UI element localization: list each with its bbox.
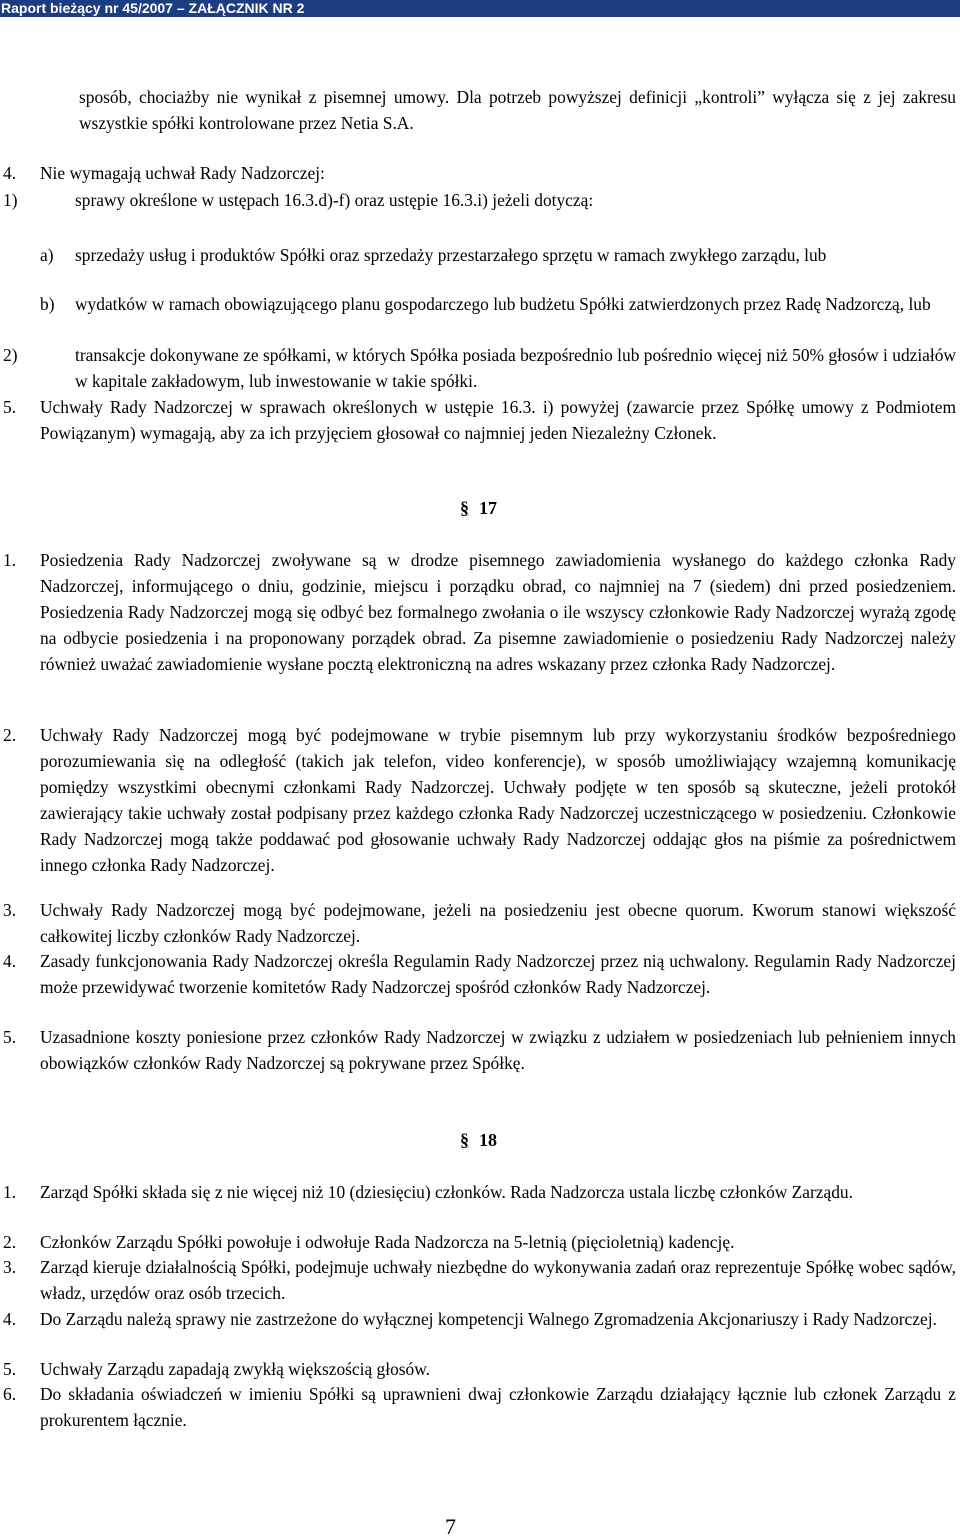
s17-item-text: Zasady funkcjonowania Rady Nadzorczej określa Regulamin Rady Nadzorczej przez nią uchwalony. Regulamin Rady Nadzorczej może przewidywać tworzenie komitetów Rady Nadzorczej spośród członków Rady Nadzorczej. [40, 951, 956, 997]
s17-item-number: 5. [3, 1027, 17, 1047]
item-4-a-text: sprzedaży usług i produktów Spółki oraz sprzedaży przestarzałego sprzętu w ramach zwykłego zarządu, lub [75, 245, 827, 265]
item-4-text: Nie wymagają uchwał Rady Nadzorczej: [40, 163, 325, 183]
item-4-b-number: b) [40, 294, 55, 314]
s17-item-text: Uzasadnione koszty poniesione przez członków Rady Nadzorczej w związku z udziałem w posiedzeniach lub pełnieniem innych obowiązków członków Rady Nadzorczej są pokrywane przez Spółkę. [40, 1027, 956, 1073]
section-18-number: 18 [479, 1130, 497, 1150]
s17-item-text: Uchwały Rady Nadzorczej mogą być podejmowane, jeżeli na posiedzeniu jest obecne quorum. Kworum stanowi większość całkowitej liczby członków Rady Nadzorczej. [40, 900, 956, 946]
s17-item-number: 3. [3, 900, 17, 920]
page-number: 7 [445, 1514, 456, 1539]
item-4-sub2-number: 2) [3, 345, 18, 365]
s17-item-text: Uchwały Rady Nadzorczej mogą być podejmowane w trybie pisemnym lub przy wykorzystaniu środków bezpośredniego porozumiewania się na odległość (takich jak telefon, video konferencje), w sposób umożliwiający wzajemną komunikację pomiędzy wszystkimi obecnymi członkami Rady Nadzorczej. Uchwały podjęte w ten sposób są skuteczne, jeżeli protokół zawierający takie uchwały został podpisany przez każdego członka Rady Nadzorczej uczestniczącego w posiedzeniu. Członkowie Rady Nadzorczej mogą także poddawać pod głosowanie uchwały Rady Nadzorczej oddając głos na piśmie za pośrednictwem innego członka Rady Nadzorczej. [40, 725, 956, 875]
s18-item-text: Członków Zarządu Spółki powołuje i odwołuje Rada Nadzorcza na 5-letnią (pięcioletnią) kadencję. [40, 1232, 735, 1252]
section-17-number: 17 [479, 498, 497, 518]
s18-item-text: Do Zarządu należą sprawy nie zastrzeżone do wyłącznej kompetencji Walnego Zgromadzenia Akcjonariuszy i Rady Nadzorczej. [40, 1309, 937, 1329]
s18-item-number: 3. [3, 1257, 17, 1277]
s18-item-number: 2. [3, 1232, 17, 1252]
item-4-a-number: a) [40, 245, 54, 265]
s18-item-number: 5. [3, 1359, 17, 1379]
report-header-title: Raport bieżący nr 45/2007 – ZAŁĄCZNIK NR 2 [1, 0, 305, 16]
s18-item-number: 1. [3, 1182, 17, 1202]
s18-item-text: Zarząd Spółki składa się z nie więcej niż 10 (dziesięciu) członków. Rada Nadzorcza ustala liczbę członków Zarządu. [40, 1182, 853, 1202]
s17-item-number: 4. [3, 951, 17, 971]
item-4-sub2-text: transakcje dokonywane ze spółkami, w których Spółka posiada bezpośrednio lub pośrednio więcej niż 50% głosów i udziałów w kapitale zakładowym, lub inwestowanie w takie spółki. [75, 345, 956, 391]
section-17-heading [460, 495, 497, 521]
report-header-bar [0, 0, 960, 17]
s17-item-text: Posiedzenia Rady Nadzorczej zwoływane są w drodze pisemnego zawiadomienia wysłanego do każdego członka Rady Nadzorczej, informującego o dniu, godzinie, miejscu i porządku obrad, co najmniej na 7 (siedem) dni przed posiedzeniem. Posiedzenia Rady Nadzorczej mogą się odbyć bez formalnego zwołania o ile wszyscy członkowie Rady Nadzorczej wyrażą zgodę na odbycie posiedzenia i na proponowany porządek obrad. Za pisemne zawiadomienie o posiedzeniu Rady Nadzorczej należy również uważać zawiadomienie wysłane pocztą elektroniczną na adres wskazany przez członka Rady Nadzorczej. [40, 550, 956, 674]
s17-item-number: 2. [3, 725, 17, 745]
item-5-text: Uchwały Rady Nadzorczej w sprawach określonych w ustępie 16.3. i) powyżej (zawarcie przez Spółkę umowy z Podmiotem Powiązanym) wymagają, aby za ich przyjęciem głosował co najmniej jeden Niezależny Członek. [40, 397, 956, 443]
s18-item-text: Zarząd kieruje działalnością Spółki, podejmuje uchwały niezbędne do wykonywania zadań oraz reprezentuje Spółkę wobec sądów, władz, urzędów oraz osób trzecich. [40, 1257, 956, 1303]
s18-item-text: Do składania oświadczeń w imieniu Spółki są uprawnieni dwaj członkowie Zarządu działający łącznie lub członek Zarządu z prokurentem łącznie. [40, 1384, 956, 1430]
section-18-heading [460, 1127, 497, 1153]
item-4-b-text: wydatków w ramach obowiązującego planu gospodarczego lub budżetu Spółki zatwierdzonych przez Radę Nadzorczą, lub [75, 294, 931, 314]
item-4-sub1-number: 1) [3, 190, 18, 210]
item-5-number: 5. [3, 397, 17, 417]
item-4-sub1-text: sprawy określone w ustępach 16.3.d)-f) oraz ustępie 16.3.i) jeżeli dotyczą: [75, 190, 594, 210]
s18-item-text: Uchwały Zarządu zapadają zwykłą większością głosów. [40, 1359, 430, 1379]
section-symbol: § [460, 1130, 469, 1150]
section-symbol: § [460, 498, 469, 518]
item-4-number: 4. [3, 163, 17, 183]
s18-item-number: 6. [3, 1384, 17, 1404]
intro-paragraph: sposób, chociażby nie wynikał z pisemnej umowy. Dla potrzeb powyższej definicji „kontroli” wyłącza się z jej zakresu wszystkie spółki kontrolowane przez Netia S.A. [79, 87, 956, 133]
s17-item-number: 1. [3, 550, 17, 570]
s18-item-number: 4. [3, 1309, 17, 1329]
